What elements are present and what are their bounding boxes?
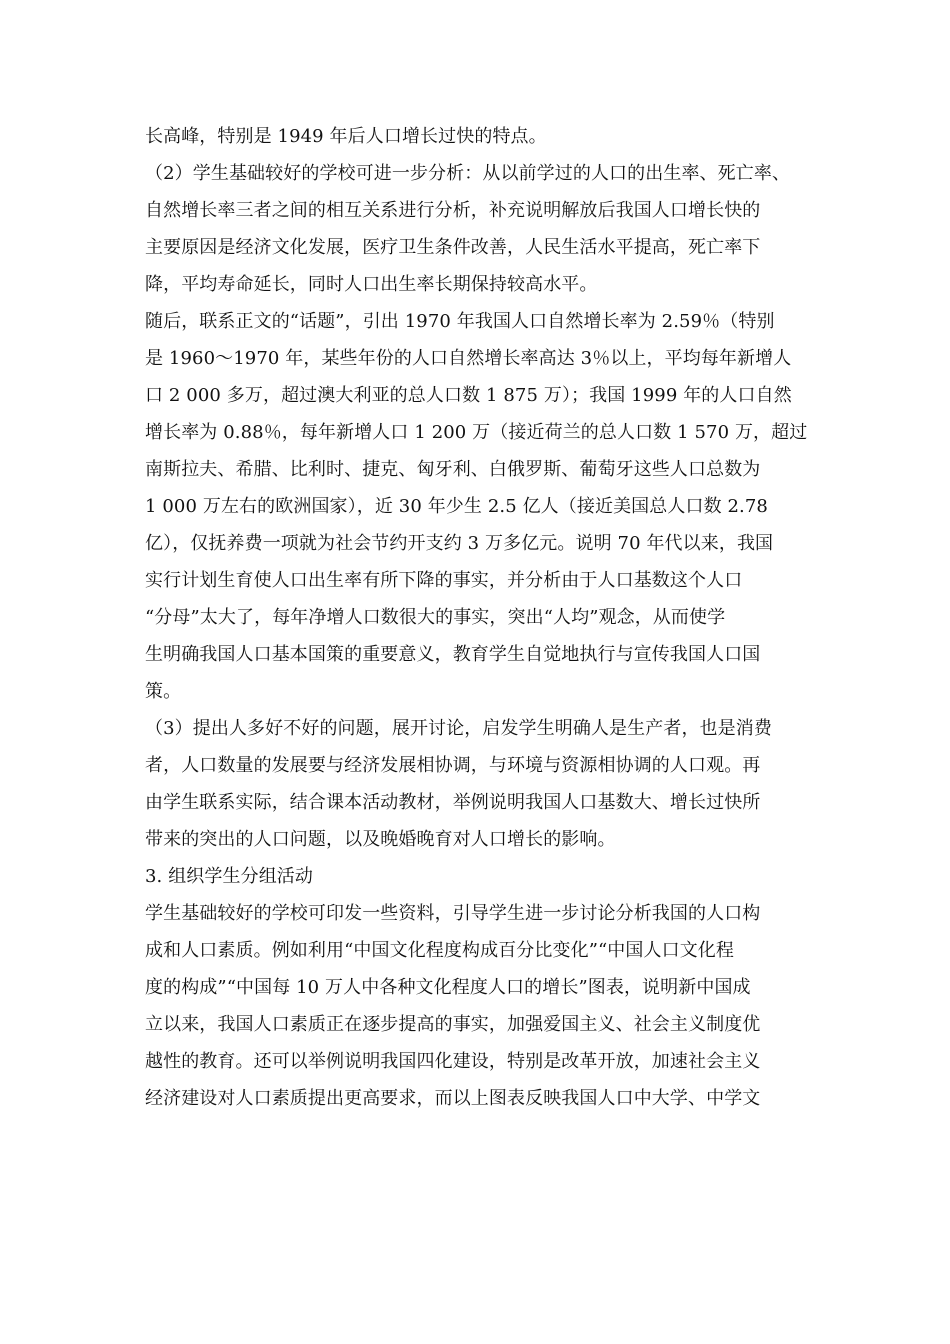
section-heading: 3. 组织学生分组活动 <box>145 866 313 887</box>
text-line: 增长率为 0.88％，每年新增人口 1 200 万（接近荷兰的总人口数 1 570 万，超过 <box>145 422 808 443</box>
text-line: 成和人口素质。例如利用“中国文化程度构成百分比变化”“中国人口文化程 <box>145 940 735 961</box>
text-line: 经济建设对人口素质提出更高要求，而以上图表反映我国人口中大学、中学文 <box>145 1088 761 1109</box>
text-line: 实行计划生育使人口出生率有所下降的事实，并分析由于人口基数这个人口 <box>145 570 743 591</box>
text-line: （2）学生基础较好的学校可进一步分析：从以前学过的人口的出生率、死亡率、 <box>145 163 791 184</box>
text-line: 由学生联系实际，结合课本活动教材，举例说明我国人口基数大、增长过快所 <box>145 792 761 813</box>
text-line: 策。 <box>145 681 182 702</box>
text-line: 度的构成”“中国每 10 万人中各种文化程度人口的增长”图表，说明新中国成 <box>145 977 751 998</box>
text-line: 1 000 万左右的欧洲国家），近 30 年少生 2.5 亿人（接近美国总人口数 2.78 <box>145 496 768 517</box>
text-line: 者，人口数量的发展要与经济发展相协调，与环境与资源相协调的人口观。再 <box>145 755 761 776</box>
text-line: 带来的突出的人口问题，以及晚婚晚育对人口增长的影响。 <box>145 829 616 850</box>
text-line: 口 2 000 多万，超过澳大利亚的总人口数 1 875 万）；我国 1999 年的人口自然 <box>145 385 792 406</box>
text-line: 生明确我国人口基本国策的重要意义，教育学生自觉地执行与宣传我国人口国 <box>145 644 761 665</box>
text-line: 长高峰，特别是 1949 年后人口增长过快的特点。 <box>145 126 547 147</box>
text-line: 降，平均寿命延长，同时人口出生率长期保持较高水平。 <box>145 274 598 295</box>
text-line: 主要原因是经济文化发展，医疗卫生条件改善，人民生活水平提高，死亡率下 <box>145 237 761 258</box>
text-line: （3）提出人多好不好的问题，展开讨论，启发学生明确人是生产者，也是消费 <box>145 718 772 739</box>
text-line: 自然增长率三者之间的相互关系进行分析，补充说明解放后我国人口增长快的 <box>145 200 761 221</box>
text-line: 是 1960～1970 年，某些年份的人口自然增长率高达 3％以上，平均每年新增人 <box>145 348 792 369</box>
text-line: 立以来，我国人口素质正在逐步提高的事实，加强爱国主义、社会主义制度优 <box>145 1014 761 1035</box>
text-line: 南斯拉夫、希腊、比利时、捷克、匈牙利、白俄罗斯、葡萄牙这些人口总数为 <box>145 459 761 480</box>
document-body <box>145 118 810 1117</box>
text-line: 越性的教育。还可以举例说明我国四化建设，特别是改革开放，加速社会主义 <box>145 1051 761 1072</box>
text-line: 学生基础较好的学校可印发一些资料，引导学生进一步讨论分析我国的人口构 <box>145 903 761 924</box>
text-line: 亿），仅抚养费一项就为社会节约开支约 3 万多亿元。说明 70 年代以来，我国 <box>145 533 774 554</box>
text-line: “分母”太大了，每年净增人口数很大的事实，突出“人均”观念，从而使学 <box>145 607 726 628</box>
text-line: 随后，联系正文的“话题”，引出 1970 年我国人口自然增长率为 2.59％（特别 <box>145 311 775 332</box>
